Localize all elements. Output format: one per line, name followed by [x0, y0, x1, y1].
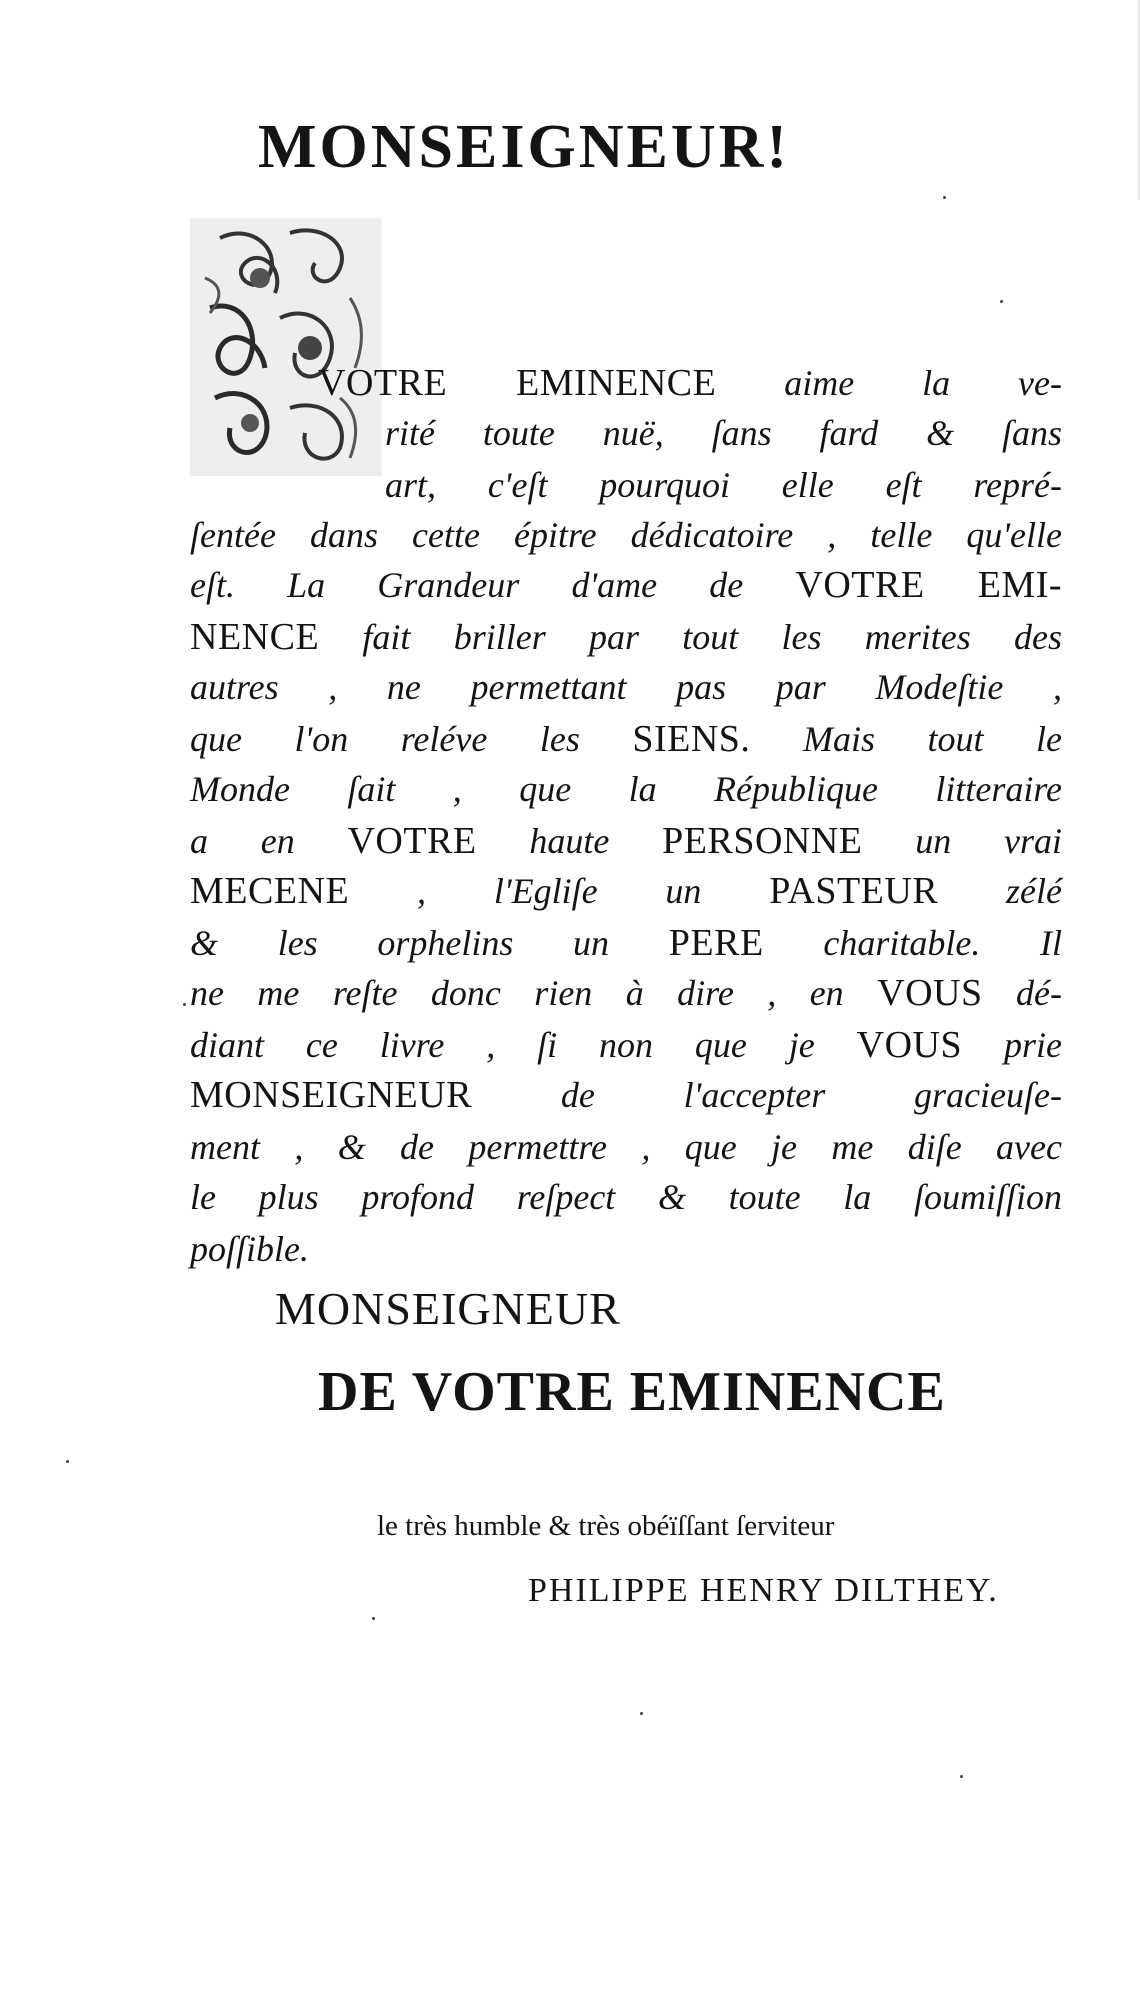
italic-text: le plus profond reſpect & toute la ſoumiſſion	[190, 1177, 1062, 1217]
print-speck	[943, 196, 946, 199]
italic-text: ſentée dans cette épitre dédicatoire , telle qu'elle	[190, 515, 1062, 555]
body-line	[190, 1070, 1062, 1120]
body-line	[190, 560, 1062, 610]
caps-text: VOUS	[856, 1024, 963, 1066]
body-line	[385, 460, 1062, 510]
italic-text: rité toute nuë, ſans fard & ſans	[385, 413, 1062, 453]
italic-text: prie	[962, 1025, 1063, 1065]
caps-text: PERE	[668, 922, 764, 964]
caps-text: SIENS.	[632, 718, 751, 760]
closing-line-3: le très humble & très obéïſſant ſerviteur	[377, 1510, 835, 1542]
body-line	[385, 408, 1062, 458]
caps-text: MONSEIGNEUR	[190, 1074, 473, 1116]
page-title: MONSEIGNEUR!	[258, 113, 791, 181]
italic-text: aime la ve-	[716, 363, 1062, 403]
body-line	[190, 510, 1062, 560]
caps-text: NENCE	[190, 616, 320, 658]
italic-text: de l'accepter gracieuſe-	[472, 1075, 1062, 1115]
italic-text: charitable. Il	[763, 923, 1062, 963]
print-speck	[640, 1712, 643, 1715]
italic-text: ment , & de permettre , que je me diſe avec	[190, 1127, 1062, 1167]
body-line	[190, 662, 1062, 712]
italic-text: fait briller par tout les merites des	[319, 617, 1062, 657]
caps-text: OTRE EMINENCE	[345, 362, 717, 404]
print-speck	[1000, 300, 1003, 303]
caps-text: PERSONNE	[662, 820, 863, 862]
caps-text: VOUS	[877, 972, 983, 1014]
body-line	[318, 358, 1062, 408]
italic-text: & les orphelins un	[190, 923, 669, 963]
print-speck	[183, 1003, 186, 1006]
body-line	[190, 764, 1062, 814]
print-speck	[372, 1617, 375, 1620]
body-line	[190, 1172, 1062, 1222]
italic-text: autres , ne permettant pas par Modeſtie ,	[190, 667, 1062, 707]
body-line	[190, 918, 1062, 968]
italic-text: ne me reſte donc rien à dire , en	[190, 973, 878, 1013]
body-line	[190, 714, 1062, 764]
italic-text: un vrai	[862, 821, 1062, 861]
italic-text: zélé	[938, 871, 1062, 911]
caps-text: PASTEUR	[769, 870, 939, 912]
body-line	[190, 1122, 1062, 1172]
body-line	[190, 1020, 1062, 1070]
italic-text: Monde ſait , que la République litteraire	[190, 769, 1062, 809]
caps-text: MECENE	[190, 870, 350, 912]
print-speck	[66, 1460, 69, 1463]
body-line	[190, 1224, 309, 1274]
italic-text: eſt. La Grandeur d'ame de	[190, 565, 796, 605]
italic-text: a en	[190, 821, 348, 861]
print-speck	[960, 1775, 963, 1778]
caps-text: VOTRE	[347, 820, 477, 862]
italic-text: diant ce livre , ſi non que je	[190, 1025, 857, 1065]
ornamental-initial-v-icon	[190, 218, 382, 476]
italic-text: , l'Egliſe un	[349, 871, 770, 911]
italic-text: Mais tout le	[750, 719, 1062, 759]
italic-text: poſſible.	[190, 1229, 309, 1269]
italic-text: que l'on reléve les	[190, 719, 633, 759]
body-line	[190, 816, 1062, 866]
italic-text: haute	[476, 821, 663, 861]
italic-text: dé-	[982, 973, 1062, 1013]
signature: PHILIPPE HENRY DILTHEY.	[528, 1572, 999, 1609]
caps-text: VOTRE EMI-	[795, 564, 1062, 606]
caps-text: V	[318, 362, 346, 404]
closing-salutation: MONSEIGNEUR	[275, 1283, 621, 1334]
italic-text: art, c'eſt pourquoi elle eſt repré-	[385, 465, 1062, 505]
body-line	[190, 968, 1062, 1018]
body-line	[190, 866, 1062, 916]
body-line	[190, 612, 1062, 662]
closing-line-2: DE VOTRE EMINENCE	[318, 1361, 946, 1423]
